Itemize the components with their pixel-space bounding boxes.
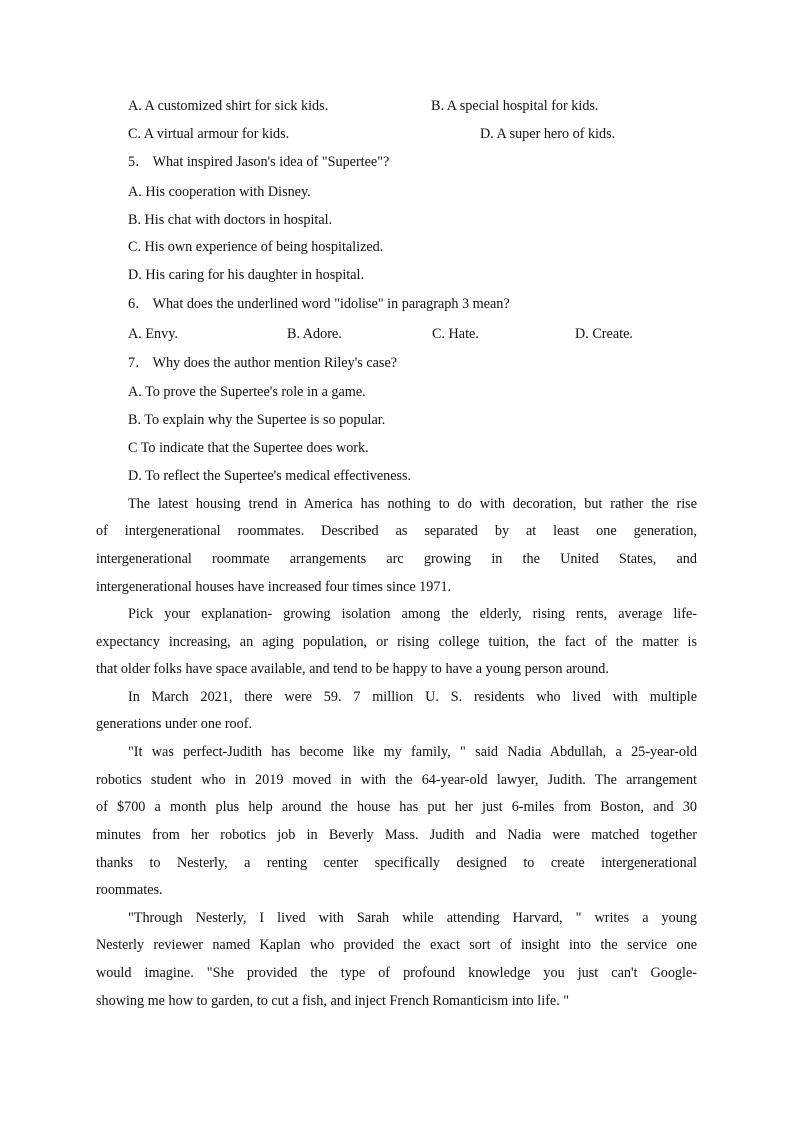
- q4-option-c: C. A virtual armour for kids.: [128, 126, 290, 142]
- paragraph-line: thanks to Nesterly, a renting center specifically designed to create intergenerational: [96, 855, 697, 871]
- paragraph-line: intergenerational houses have increased four times since 1971.: [96, 579, 452, 595]
- q7-option-c: C To indicate that the Supertee does work.: [128, 440, 369, 456]
- paragraph-line: minutes from her robotics job in Beverly Mass. Judith and Nadia were matched together: [96, 827, 697, 843]
- q6-option-d: D. Create.: [575, 326, 633, 342]
- q4-option-d: D. A super hero of kids.: [480, 126, 616, 142]
- paragraph-line: expectancy increasing, an aging population, or rising college tuition, the fact of the matter is: [96, 634, 697, 650]
- paragraph-line: In March 2021, there were 59. 7 million U. S. residents who lived with multiple: [128, 689, 697, 705]
- q5-option-a: A. His cooperation with Disney.: [128, 184, 311, 200]
- q6-option-c: C. Hate.: [432, 326, 479, 342]
- paragraph-line: intergenerational roommate arrangements arc growing in the United States, and: [96, 551, 697, 567]
- paragraph-line: that older folks have space available, and tend to be happy to have a young person around.: [96, 661, 609, 677]
- paragraph-line: "It was perfect-Judith has become like my family, " said Nadia Abdullah, a 25-year-old: [128, 744, 697, 760]
- q5-option-c: C. His own experience of being hospitalized.: [128, 239, 384, 255]
- q4-option-b: B. A special hospital for kids.: [431, 98, 599, 114]
- q7-stem: 7． Why does the author mention Riley's case?: [128, 355, 398, 371]
- q6-option-b: B. Adore.: [287, 326, 342, 342]
- paragraph-line: generations under one roof.: [96, 716, 253, 732]
- paragraph-line: roommates.: [96, 882, 163, 898]
- paragraph-line: Nesterly reviewer named Kaplan who provided the exact sort of insight into the service one: [96, 937, 697, 953]
- q6-stem: 6． What does the underlined word "idolise" in paragraph 3 mean?: [128, 296, 510, 312]
- paragraph-line: robotics student who in 2019 moved in with the 64-year-old lawyer, Judith. The arrangement: [96, 772, 697, 788]
- q7-option-d: D. To reflect the Supertee's medical effectiveness.: [128, 468, 412, 484]
- paragraph-line: would imagine. "She provided the type of profound knowledge you just can't Google-: [96, 965, 697, 981]
- q6-option-a: A. Envy.: [128, 326, 178, 342]
- q7-option-b: B. To explain why the Supertee is so popular.: [128, 412, 386, 428]
- paragraph-line: "Through Nesterly, I lived with Sarah while attending Harvard, " writes a young: [128, 910, 697, 926]
- paragraph-line: Pick your explanation- growing isolation among the elderly, rising rents, average life-: [128, 606, 697, 622]
- paragraph-line: showing me how to garden, to cut a fish, and inject French Romanticism into life. ": [96, 993, 570, 1009]
- paragraph-line: of intergenerational roommates. Described as separated by at least one generation,: [96, 523, 697, 539]
- q5-stem: 5． What inspired Jason's idea of "Supertee"?: [128, 154, 390, 170]
- paragraph-line: of $700 a month plus help around the house has put her just 6-miles from Boston, and 30: [96, 799, 697, 815]
- q7-option-a: A. To prove the Supertee's role in a game.: [128, 384, 366, 400]
- paragraph-line: The latest housing trend in America has nothing to do with decoration, but rather the rise: [128, 496, 697, 512]
- q5-option-b: B. His chat with doctors in hospital.: [128, 212, 333, 228]
- q4-option-a: A. A customized shirt for sick kids.: [128, 98, 329, 114]
- q5-option-d: D. His caring for his daughter in hospital.: [128, 267, 365, 283]
